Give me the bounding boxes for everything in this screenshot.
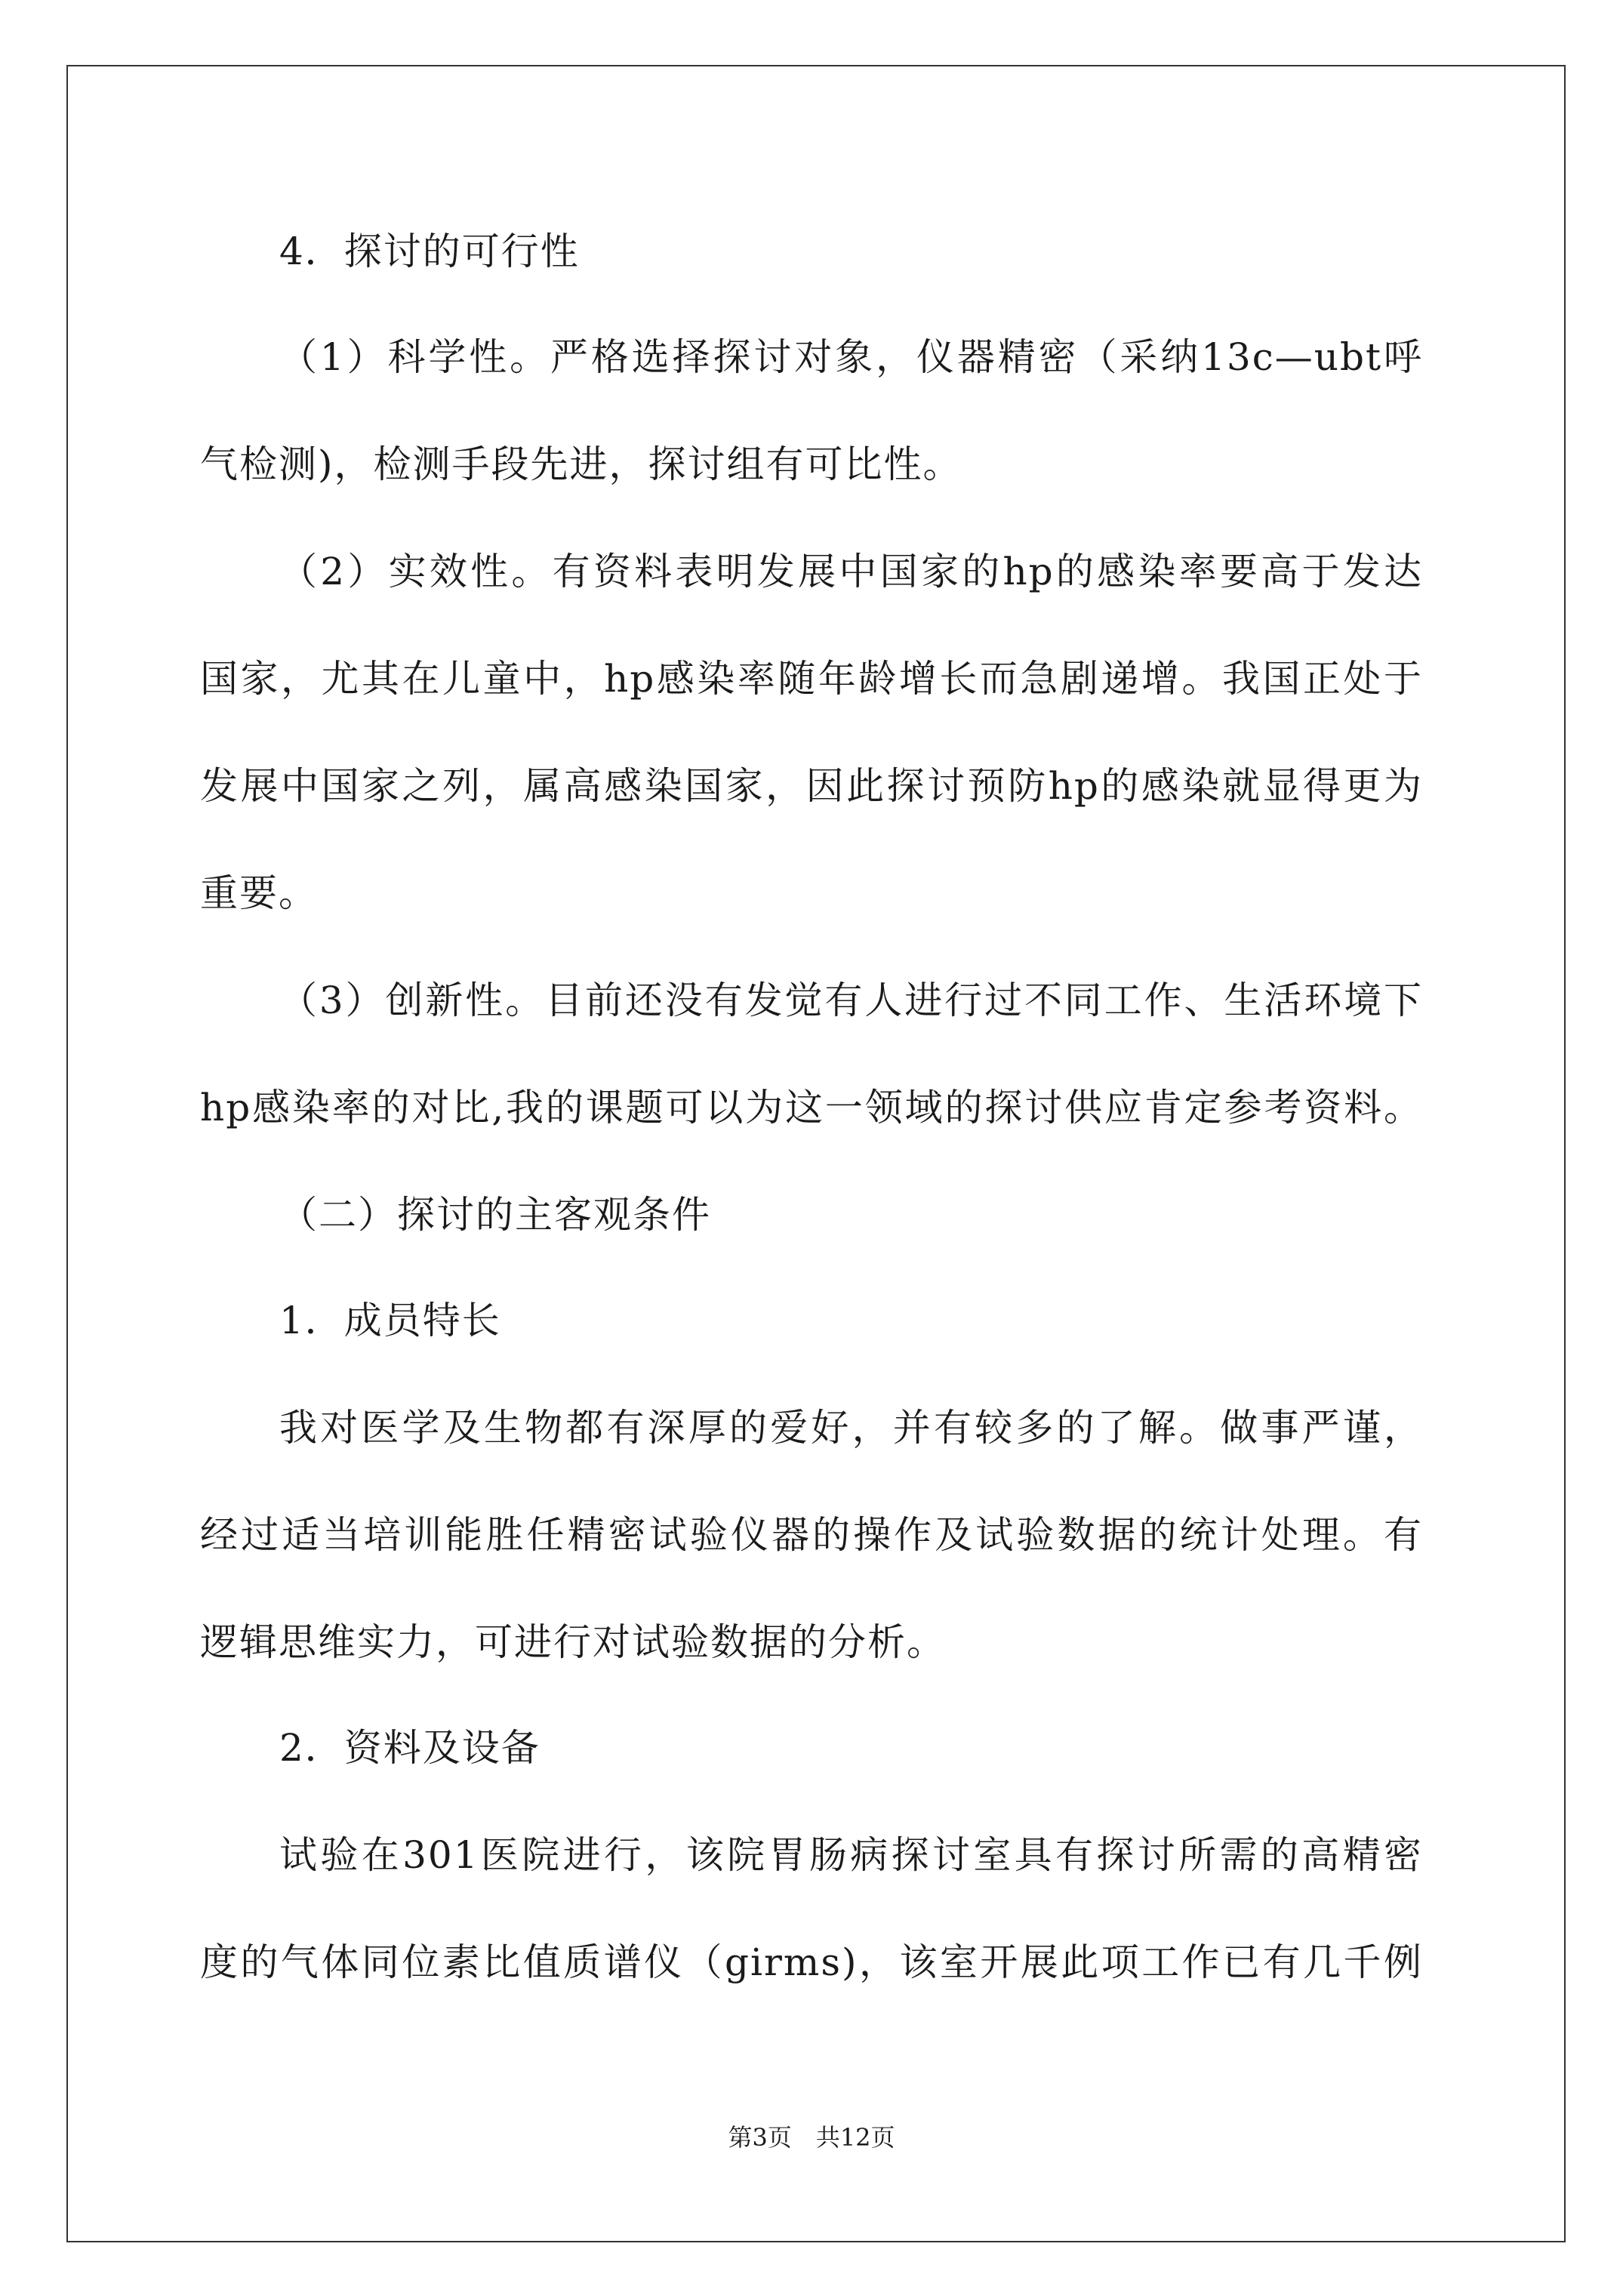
heading-feasibility: 4．探讨的可行性 [279, 230, 580, 273]
page-number-footer: 第3页 共12页 [728, 2123, 895, 2152]
paragraph-line: 逻辑思维实力，可进行对试验数据的分析。 [200, 1620, 946, 1664]
paragraph-line: 经过适当培训能胜任精密试验仪器的操作及试验数据的统计处理。有 [200, 1513, 1423, 1557]
paragraph-line: （1）科学性。严格选择探讨对象，仪器精密（采纳13c—ubt呼 [279, 335, 1423, 379]
page-frame [66, 65, 1566, 2242]
heading-conditions: （二）探讨的主客观条件 [279, 1193, 711, 1237]
paragraph-line: 试验在301医院进行，该院胃肠病探讨室具有探讨所需的高精密 [279, 1833, 1423, 1877]
paragraph-line: 重要。 [200, 871, 318, 915]
paragraph-line: 气检测)，检测手段先进，探讨组有可比性。 [200, 442, 962, 486]
paragraph-line: 发展中国家之列，属高感染国家，因此探讨预防hp的感染就显得更为 [200, 764, 1423, 808]
paragraph-line: hp感染率的对比,我的课题可以为这一领域的探讨供应肯定参考资料。 [200, 1086, 1423, 1130]
paragraph-line: 国家，尤其在儿童中，hp感染率随年龄增长而急剧递增。我国正处于 [200, 657, 1423, 701]
paragraph-line: （3）创新性。目前还没有发觉有人进行过不同工作、生活环境下 [279, 978, 1423, 1022]
paragraph-line: 我对医学及生物都有深厚的爱好，并有较多的了解。做事严谨， [279, 1406, 1423, 1450]
heading-member-skills: 1．成员特长 [279, 1299, 501, 1342]
paragraph-line: 度的气体同位素比值质谱仪（girms)，该室开展此项工作已有几千例 [200, 1940, 1423, 1984]
paragraph-line: （2）实效性。有资料表明发展中国家的hp的感染率要高于发达 [279, 550, 1423, 593]
heading-materials-equipment: 2．资料及设备 [279, 1726, 540, 1770]
